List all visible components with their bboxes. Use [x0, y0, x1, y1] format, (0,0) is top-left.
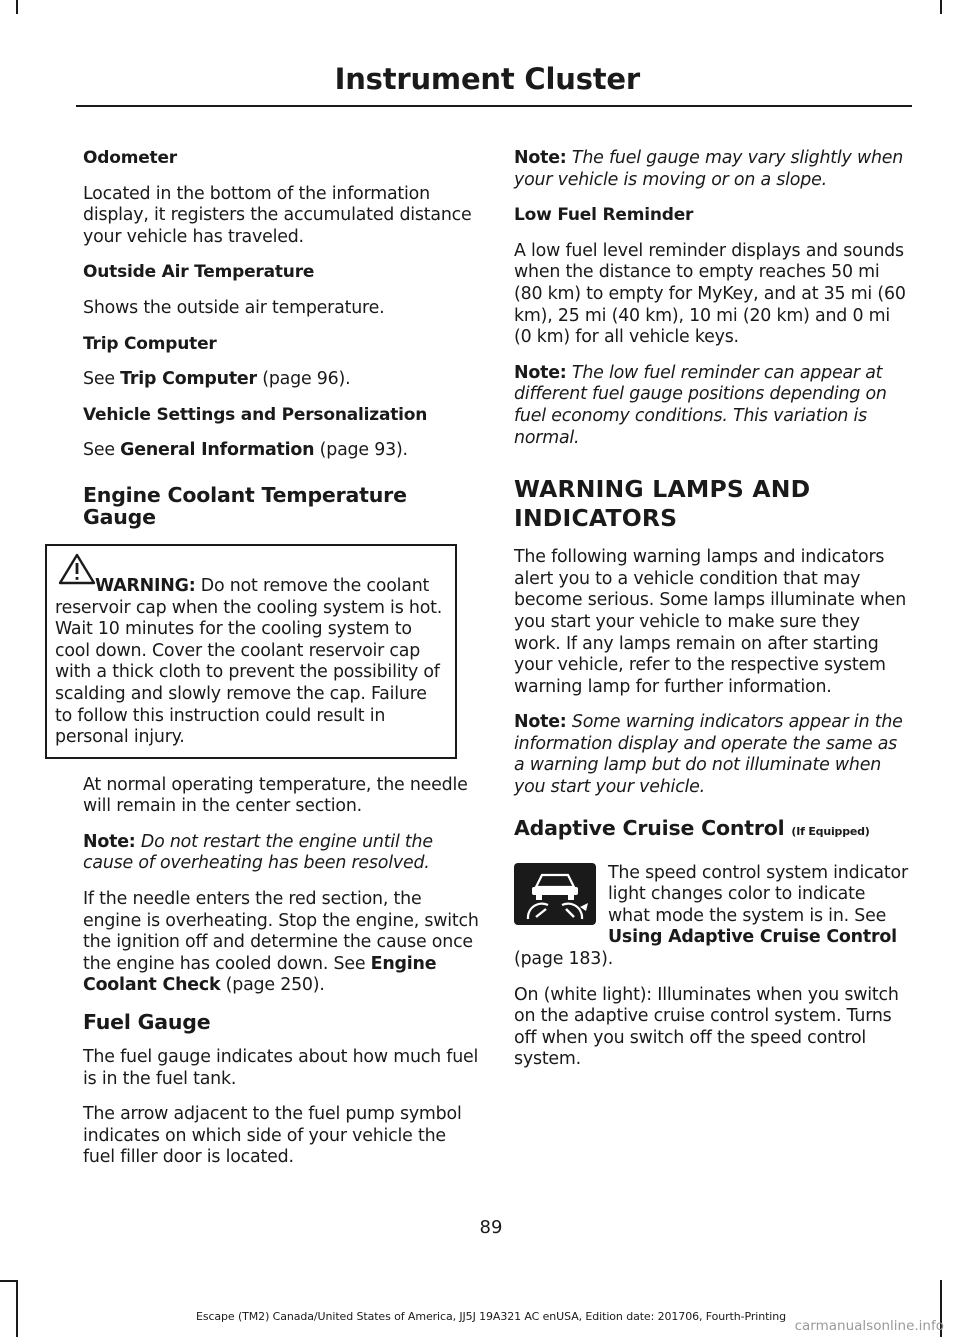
note-text: Do not restart the engine until the cause of overheating has been resolved. [83, 831, 433, 874]
adaptive-cruise-indicator-icon [514, 863, 596, 925]
warning-label: WARNING: [95, 575, 196, 596]
low-fuel-reminder-heading: Low Fuel Reminder [514, 205, 694, 226]
fuel-gauge-heading: Fuel Gauge [83, 1010, 211, 1035]
adaptive-cruise-text-2: On (white light): Illuminates when you switch on the adaptive cruise control system. Turns off when you switch off the speed control system. [514, 984, 899, 1070]
ect-note [83, 832, 483, 875]
page-ref: (page 93). [314, 440, 408, 461]
note-text: The low fuel reminder can appear at different fuel gauge positions depending on fuel economy conditions. This variation is normal. [514, 362, 887, 448]
vehicle-settings-heading: Vehicle Settings and Personalization [83, 404, 428, 425]
adaptive-cruise-block [514, 863, 910, 971]
note-text: The fuel gauge may vary slightly when your vehicle is moving or on a slope. [514, 148, 904, 190]
adaptive-cruise-title: Adaptive Cruise Control [514, 815, 785, 840]
see-text: See [83, 440, 121, 461]
car-gauge-icon [514, 863, 596, 925]
ect-text-2-body: If the needle enters the red section, the engine is overheating. Stop the engine, switch the ignition off and determine the cause once the engine has cooled down. See [83, 889, 479, 974]
trip-computer-heading: Trip Computer [83, 333, 217, 354]
vehicle-settings-ref [83, 440, 483, 462]
right-column [514, 148, 910, 1085]
crop-mark-top-right [940, 0, 942, 14]
note-text: Some warning indicators appear in the information display and operate the same as a warning lamp but do not illuminate when you start your vehicle. [514, 712, 903, 798]
engine-coolant-heading: Engine Coolant Temperature Gauge [83, 482, 407, 529]
using-adaptive-cruise-link[interactable]: Using Adaptive Cruise Control [608, 927, 897, 948]
ect-text-1: At normal operating temperature, the needle will remain in the center section. [83, 774, 468, 817]
warning-lamps-heading-line-1: WARNING LAMPS AND [514, 475, 811, 504]
trip-computer-ref [83, 369, 483, 391]
note-label: Note: [83, 831, 136, 852]
see-text: See [83, 369, 121, 390]
engine-coolant-check-link[interactable]: Engine Coolant Check [83, 953, 437, 996]
page-ref: (page 183). [514, 949, 614, 970]
if-equipped-tag: (If Equipped) [791, 824, 870, 838]
watermark: carmanualsonline.info [794, 1318, 944, 1334]
page-number: 89 [479, 1217, 503, 1238]
warning-lamps-heading [514, 475, 910, 533]
ect-text-2 [83, 889, 483, 997]
fuel-gauge-text-2: The arrow adjacent to the fuel pump symbol indicates on which side of your vehicle the fuel filler door is located. [83, 1104, 462, 1168]
outside-air-temp-text: Shows the outside air temperature. [83, 297, 385, 318]
acc-text-body: The speed control system indicator light changes color to indicate what mode the system is in. See [608, 862, 908, 926]
page-header-title: Instrument Cluster [334, 62, 640, 96]
crop-mark-bottom-left-h [0, 1280, 18, 1282]
crop-mark-bottom-left-v [16, 1280, 18, 1337]
general-information-link[interactable]: General Information [120, 440, 315, 461]
note-label: Note: [514, 362, 567, 383]
low-fuel-note [514, 363, 910, 449]
outside-air-temp-heading: Outside Air Temperature [83, 262, 315, 283]
page-ref: (page 250). [220, 975, 325, 996]
odometer-heading: Odometer [83, 148, 177, 168]
note-label: Note: [514, 712, 567, 733]
odometer-text: Located in the bottom of the information display, it registers the accumulated distance your vehicle has traveled. [83, 183, 472, 247]
trip-computer-link[interactable]: Trip Computer [120, 369, 257, 390]
note-label: Note: [514, 148, 567, 168]
adaptive-cruise-heading [514, 817, 910, 843]
footer-edition-info: Escape (TM2) Canada/United States of America, JJ5J 19A321 AC enUSA, Edition date: 201706, Fourth-Printing [195, 1310, 787, 1323]
page-ref: (page 96). [256, 369, 351, 390]
header-rule [76, 105, 912, 107]
warning-text [55, 576, 443, 749]
warning-triangle-icon [57, 552, 97, 586]
low-fuel-reminder-text: A low fuel level reminder displays and sounds when the distance to empty reaches 50 mi (80 km) to empty for MyKey, and at 35 mi (60 km), 25 mi (40 km), 10 mi (20 km) and 0 mi (0 km) for all vehicle keys. [514, 240, 906, 348]
left-column [55, 148, 483, 1183]
fuel-gauge-text-1: The fuel gauge indicates about how much fuel is in the fuel tank. [83, 1047, 479, 1089]
crop-mark-top-left [16, 0, 18, 14]
warning-lamps-text: The following warning lamps and indicators alert you to a vehicle condition that may become serious. Some lamps illuminate when you start your vehicle to make sure they work. If any lamps remain on after starting your vehicle, refer to the respective system warning lamp for further information. [514, 547, 907, 697]
warning-body: Do not remove the coolant reservoir cap when the cooling system is hot. Wait 10 minutes for the cooling system to cool down. Cover the coolant reservoir cap with a thick cloth to prevent the possibility of scalding and slowly remove the cap. Failure to follow this instruction could result in personal injury. [55, 575, 443, 748]
warning-lamps-note [514, 712, 910, 798]
fuel-note [514, 148, 910, 191]
warning-box [45, 544, 457, 759]
warning-lamps-heading-line-2: INDICATORS [514, 504, 678, 533]
